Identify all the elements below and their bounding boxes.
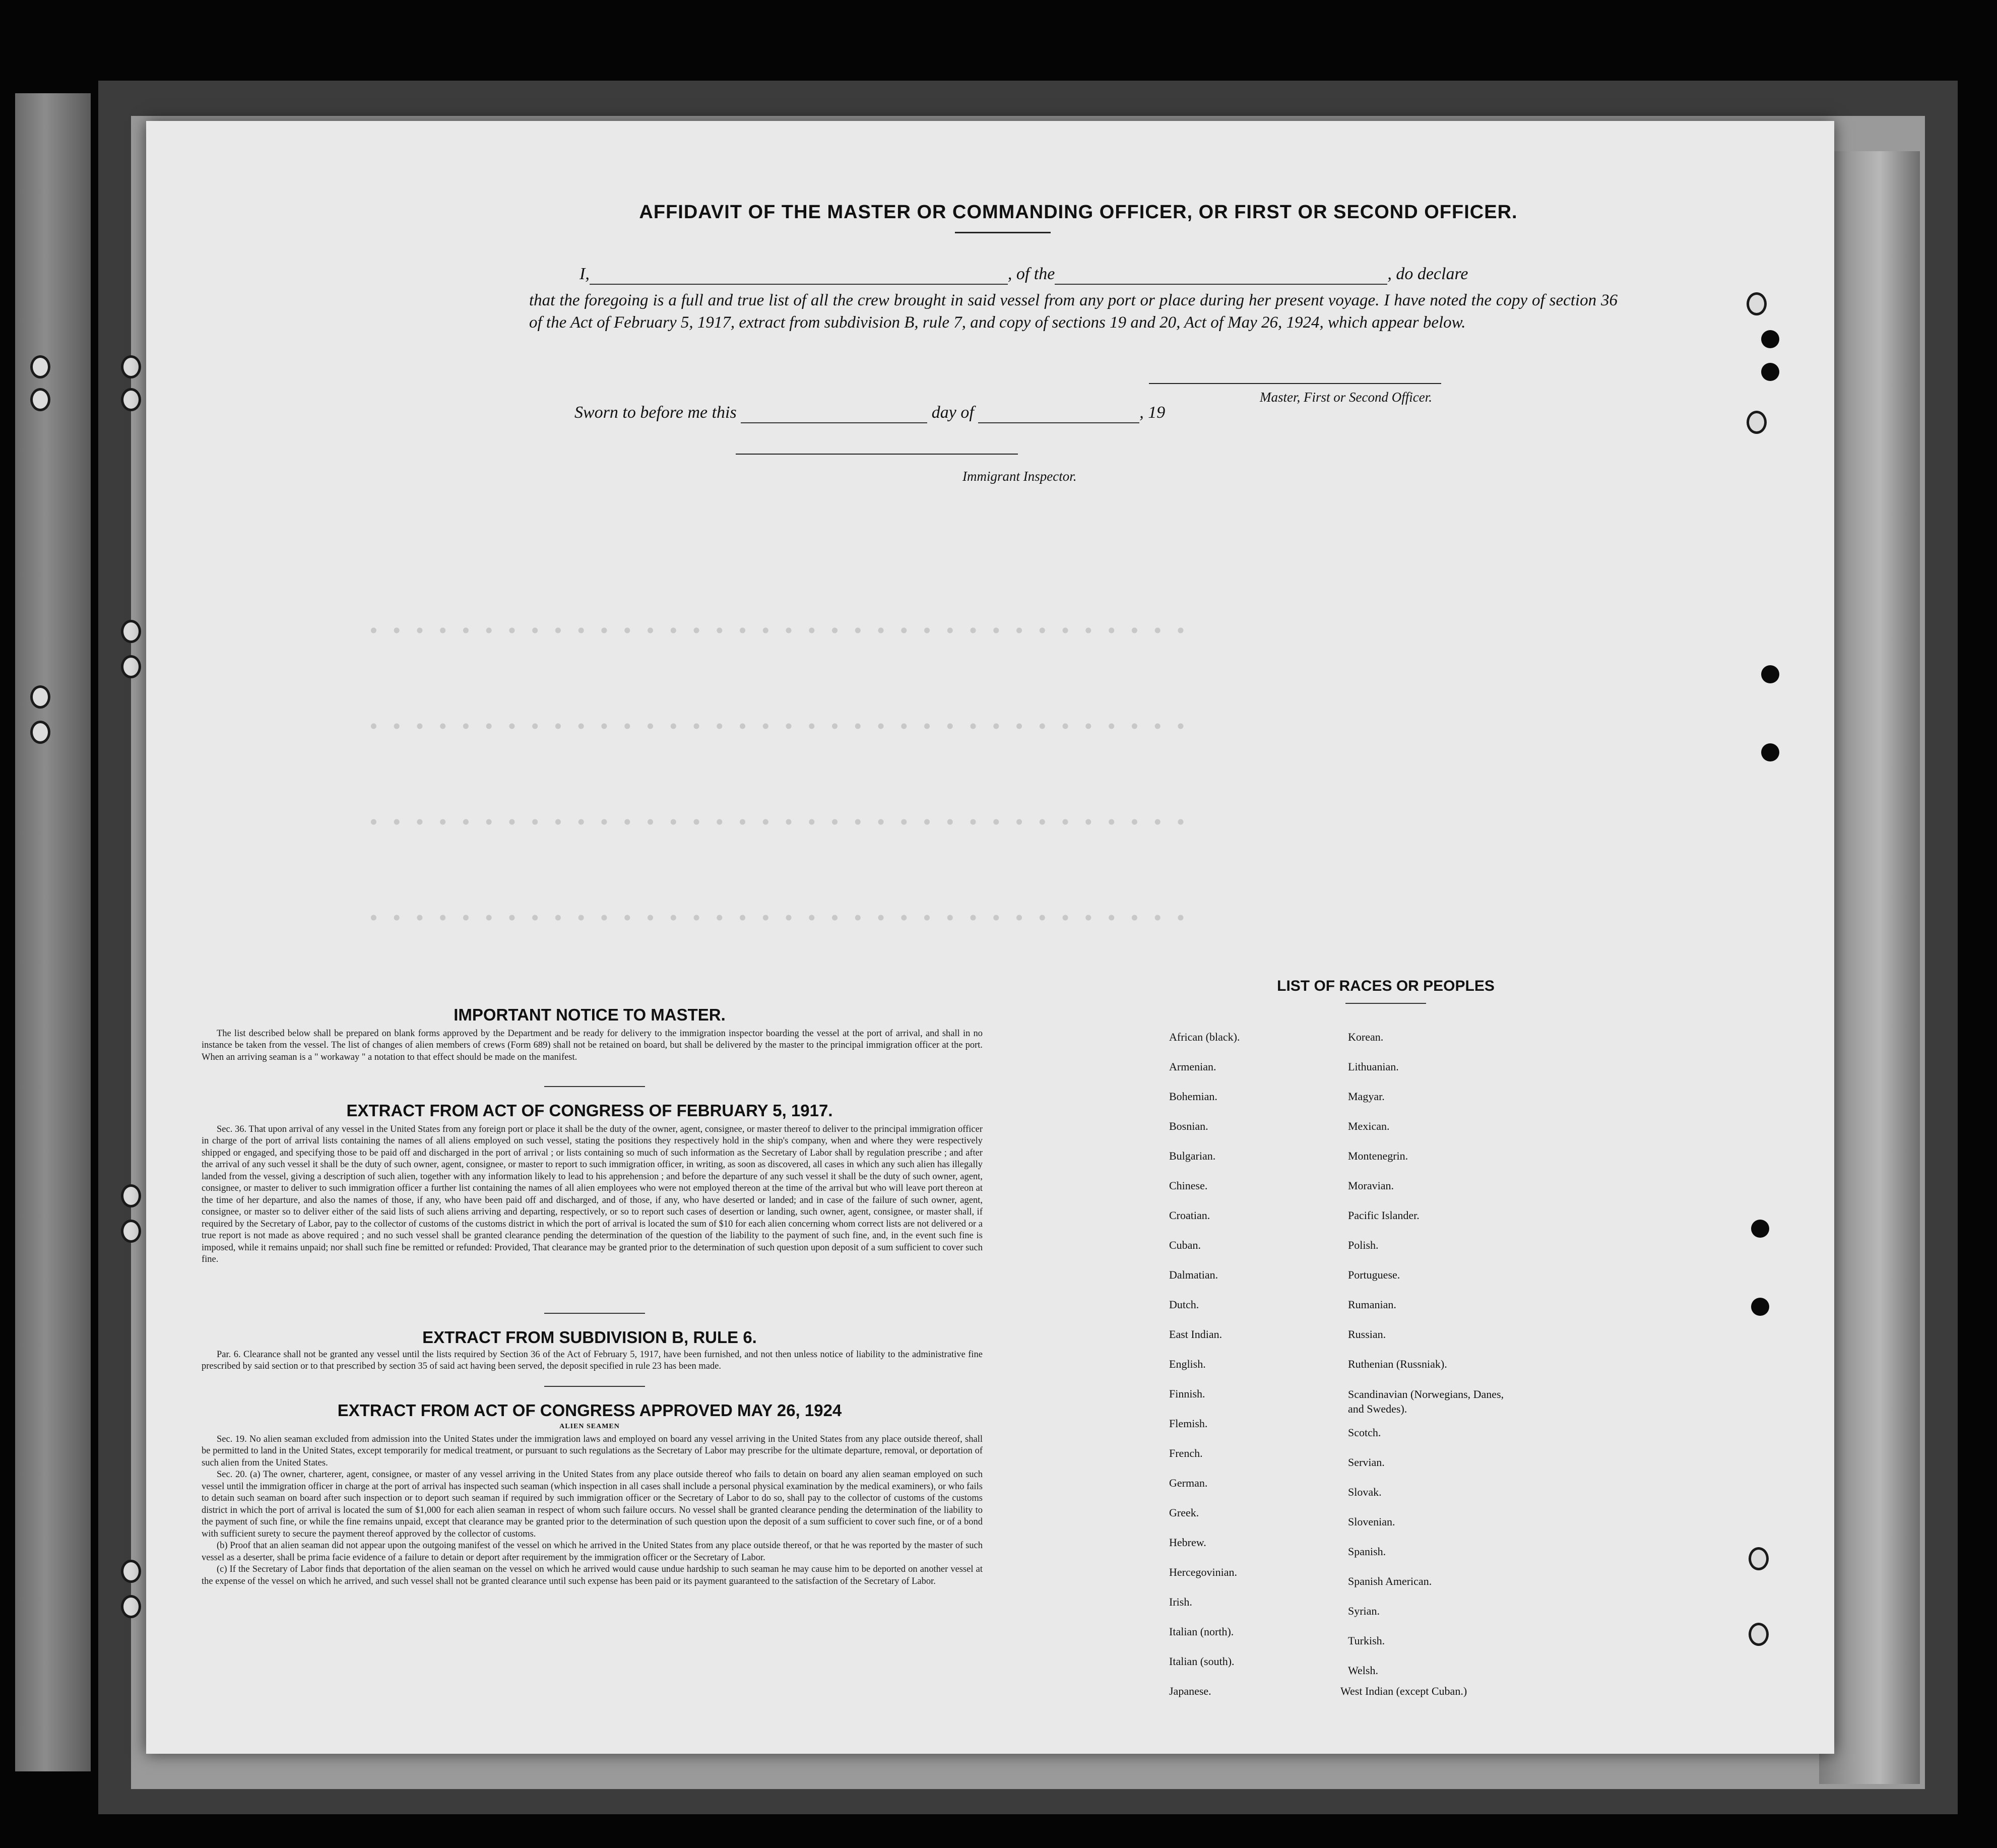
binder-hole bbox=[121, 388, 141, 411]
section-divider bbox=[544, 1386, 645, 1387]
race-item: Portuguese. bbox=[1348, 1268, 1400, 1281]
race-item: African (black). bbox=[1169, 1031, 1240, 1043]
race-item: Italian (north). bbox=[1169, 1625, 1234, 1638]
race-item: Cuban. bbox=[1169, 1239, 1201, 1251]
binder-hole bbox=[30, 388, 50, 411]
race-item: Turkish. bbox=[1348, 1634, 1385, 1647]
race-item: Welsh. bbox=[1348, 1664, 1378, 1677]
race-item: German. bbox=[1169, 1477, 1208, 1489]
vessel-name-field[interactable] bbox=[1055, 265, 1387, 285]
race-item: English. bbox=[1169, 1358, 1206, 1370]
punch-hole bbox=[1761, 743, 1779, 761]
of-the-label: , of the bbox=[1007, 265, 1055, 283]
race-item: Irish. bbox=[1169, 1596, 1192, 1608]
race-item: Japanese. bbox=[1169, 1685, 1211, 1697]
race-item: Chinese. bbox=[1169, 1179, 1208, 1192]
declaration-line bbox=[579, 265, 1468, 285]
race-item: Syrian. bbox=[1348, 1605, 1380, 1617]
race-item: West Indian (except Cuban.) bbox=[1340, 1685, 1467, 1697]
section-divider bbox=[544, 1086, 645, 1087]
binder-hole bbox=[121, 1595, 141, 1618]
bleed-through-text: • • • • • • • • • • • • • • • • • • • • • • • • • • • • • • • • • • • • bbox=[368, 907, 1187, 929]
race-item: Servian. bbox=[1348, 1456, 1385, 1469]
declarant-name-field[interactable] bbox=[590, 265, 1008, 285]
race-item: Spanish American. bbox=[1348, 1575, 1432, 1587]
inspector-signature-line[interactable] bbox=[736, 454, 1018, 455]
punch-hole bbox=[1751, 1298, 1769, 1316]
extract-1917-text: Sec. 36. That upon arrival of any vessel in the United States from any foreign port or place it shall be the duty of the owner, agent, consignee, or master thereof to deliver to the principal immigration officer in charge of the port of arrival lists containing the names of all aliens employed on such vessel, stating the positions they respectively hold in the ship's company, when and where they were respectively shipped or engaged, and specifying those to be paid off and discharged in the port of arrival ; or lists containing so much of such information as the Secretary of Labor shall by regulation prescribe ; and after the arrival of any such vessel it shall be the duty of such owner, agent, consignee, or master to report to such immigration officer, in writing, as soon as discovered, all cases in which any such alien has illegally landed from the vessel, giving a description of such alien, together with any information likely to lead to his apprehension ; and before the departure of any such vessel it shall be the duty of such owner, agent, consignee, or master to deliver to such immigration officer a further list containing the names of all alien employees who were not employed thereon at the time of the arrival but who will leave port thereon at the time of her departure, and also the names of those, if any, who have been paid off and discharged, and of those, if any, who have deserted or landed; and in case of the failure of such owner, agent, consignee, or master so to deliver either of the said lists of such aliens arriving and departing, respectively, or so to report such cases of desertion or landing, such owner, agent, consignee, or master shall, if required by the Secretary of Labor, pay to the collector of customs of the customs district in which the port of arrival is located the sum of $10 for each alien concerning whom correct lists are not delivered or a true report is not made as above required ; and no such vessel shall be granted clearance pending the determination of the question of the liability to the payment of such fine, and, in the event such fine is imposed, while it remains unpaid; nor shall such fine be remitted or refunded: Provided, That clearance may be granted prior to the determination of such question upon deposit of a sum sufficient to cover such fine. bbox=[202, 1124, 983, 1265]
pronoun-label: I, bbox=[579, 265, 590, 283]
race-item: Dutch. bbox=[1169, 1298, 1199, 1311]
punch-hole bbox=[1761, 363, 1779, 381]
binder-hole bbox=[121, 1220, 141, 1243]
race-item: Korean. bbox=[1348, 1031, 1384, 1043]
extract-1924-text bbox=[202, 1434, 983, 1587]
binder-hole bbox=[1749, 1623, 1769, 1646]
race-item: French. bbox=[1169, 1447, 1203, 1459]
section-divider bbox=[544, 1313, 645, 1314]
form-page bbox=[146, 121, 1834, 1754]
race-item: Hercegovinian. bbox=[1169, 1566, 1237, 1578]
race-item: Italian (south). bbox=[1169, 1655, 1235, 1668]
race-item: Mexican. bbox=[1348, 1120, 1390, 1132]
year-label: , 19 bbox=[1139, 403, 1166, 422]
master-signature-line[interactable] bbox=[1149, 383, 1441, 384]
bleed-through-text: • • • • • • • • • • • • • • • • • • • • • • • • • • • • • • • • • • • • bbox=[368, 620, 1187, 642]
extract-1924-subtitle: ALIEN SEAMEN bbox=[559, 1423, 620, 1430]
title-rule bbox=[955, 232, 1051, 233]
section-19-text: Sec. 19. No alien seaman excluded from admission into the United States under the immigration laws and employed on board any vessel arriving in the United States from any place outside thereof, shall be permitted to land in the United States, except temporarily for medical treatment, or pursuant to such regulations as the Secretary of Labor may prescribe for the ultimate departure, removal, or deportation of such alien from the United States. bbox=[202, 1434, 983, 1468]
race-item: Croatian. bbox=[1169, 1209, 1210, 1222]
race-item: Flemish. bbox=[1169, 1417, 1208, 1430]
binder-hole bbox=[1747, 292, 1767, 315]
bleed-through-text: • • • • • • • • • • • • • • • • • • • • • • • • • • • • • • • • • • • • bbox=[368, 811, 1187, 834]
races-title: LIST OF RACES OR PEOPLES bbox=[1277, 978, 1495, 994]
race-item: Greek. bbox=[1169, 1506, 1199, 1519]
master-caption: Master, First or Second Officer. bbox=[1260, 390, 1432, 405]
race-item: Russian. bbox=[1348, 1328, 1386, 1341]
race-item: Ruthenian (Russniak). bbox=[1348, 1358, 1447, 1370]
race-item: Slovak. bbox=[1348, 1486, 1382, 1498]
affidavit-body: that the foregoing is a full and true list of all the crew brought in said vessel from any port or place during her present voyage. I have noted the copy of section 36 of the Act of February 5, 1917, extract from subdivision B, rule 7, and copy of sections 19 and 20, Act of May 26, 1924, which appear below. bbox=[529, 291, 1618, 332]
notice-title: IMPORTANT NOTICE TO MASTER. bbox=[454, 1005, 726, 1024]
race-item: Bosnian. bbox=[1169, 1120, 1208, 1132]
race-item: Rumanian. bbox=[1348, 1298, 1396, 1311]
section-20a-text: Sec. 20. (a) The owner, charterer, agent, consignee, or master of any vessel arriving in the United States from any place outside thereof who fails to detain on board any alien seaman employed on such vessel until the immigration officer in charge at the port of arrival has inspected such seaman (which inspection in all cases shall include a personal physical examination by the medical examiners), or who fails to detain such seaman on board after such inspection or to deport such seaman if required by such immigration officer or the Secretary of Labor to do so, shall pay to the collector of customs of the customs district in which the port of arrival is located the sum of $1,000 for each alien seaman in respect of whom such failure occurs. No vessel shall be granted clearance pending the determination of the liability to the payment of such fine, or while the fine remains unpaid, except that clearance may be granted prior to the determination of such question upon the deposit of a sum sufficient to cover such fine, or of a bond with sufficient surety to secure the payment thereof approved by the collector of customs. bbox=[202, 1470, 983, 1539]
rule-6-text: Par. 6. Clearance shall not be granted any vessel until the lists required by Section 36 of the Act of February 5, 1917, have been furnished, and not then unless notice of liability to the administrative fine prescribed by said section or to that prescribed by section 35 of said act having been served, the deposit specified in rule 23 has been made. bbox=[202, 1350, 983, 1372]
bleed-through-text: • • • • • • • • • • • • • • • • • • • • • • • • • • • • • • • • • • • • bbox=[368, 716, 1187, 738]
race-item: Polish. bbox=[1348, 1239, 1379, 1251]
race-item: Lithuanian. bbox=[1348, 1060, 1399, 1073]
punch-hole bbox=[1751, 1220, 1769, 1238]
binder-hole bbox=[121, 620, 141, 643]
sworn-month-field[interactable] bbox=[978, 403, 1139, 423]
affidavit-title: AFFIDAVIT OF THE MASTER OR COMMANDING OFFICER, OR FIRST OR SECOND OFFICER. bbox=[639, 202, 1518, 223]
race-item: Magyar. bbox=[1348, 1090, 1385, 1103]
section-20b-text: (b) Proof that an alien seaman did not appear upon the outgoing manifest of the vessel on which he arrived in the United States from any place outside thereof, or that he was reported by the master of such vessel as a deserter, shall be prima facie evidence of a failure to detain or deport after requirement by the immigration officer or the Secretary of Labor. bbox=[202, 1541, 983, 1563]
binder-hole bbox=[1747, 411, 1767, 434]
inspector-caption: Immigrant Inspector. bbox=[962, 469, 1077, 484]
race-item: Montenegrin. bbox=[1348, 1150, 1408, 1162]
race-item: Pacific Islander. bbox=[1348, 1209, 1420, 1222]
binder-hole bbox=[30, 721, 50, 744]
race-item: Moravian. bbox=[1348, 1179, 1394, 1192]
extract-1924-title: EXTRACT FROM ACT OF CONGRESS APPROVED MAY 26, 1924 bbox=[337, 1401, 842, 1420]
rule-6-title: EXTRACT FROM SUBDIVISION B, RULE 6. bbox=[422, 1328, 757, 1347]
race-item: Scandinavian (Norwegians, Danes, and Swedes). bbox=[1348, 1388, 1504, 1415]
race-item: Finnish. bbox=[1169, 1387, 1205, 1400]
binder-hole bbox=[121, 1184, 141, 1207]
extract-1917-title: EXTRACT FROM ACT OF CONGRESS OF FEBRUARY 5, 1917. bbox=[346, 1101, 833, 1120]
races-rule bbox=[1345, 1003, 1426, 1004]
day-of-label: day of bbox=[931, 403, 974, 422]
binder-hole bbox=[121, 655, 141, 678]
underlying-page-edge bbox=[1819, 151, 1920, 1784]
punch-hole bbox=[1761, 665, 1779, 683]
race-item: Slovenian. bbox=[1348, 1515, 1395, 1528]
race-item: Dalmatian. bbox=[1169, 1268, 1218, 1281]
binder-hole bbox=[30, 685, 50, 709]
race-item: Bulgarian. bbox=[1169, 1150, 1216, 1162]
race-item: Scotch. bbox=[1348, 1426, 1381, 1439]
race-item: Bohemian. bbox=[1169, 1090, 1217, 1103]
race-item: East Indian. bbox=[1169, 1328, 1222, 1341]
sworn-line bbox=[574, 403, 1165, 423]
binder-hole bbox=[121, 1560, 141, 1583]
declare-label: , do declare bbox=[1387, 265, 1468, 283]
binder-hole bbox=[1749, 1547, 1769, 1570]
punch-hole bbox=[1761, 330, 1779, 348]
race-item: Hebrew. bbox=[1169, 1536, 1206, 1549]
race-item: Armenian. bbox=[1169, 1060, 1216, 1073]
sworn-day-field[interactable] bbox=[741, 403, 927, 423]
race-item: Spanish. bbox=[1348, 1545, 1386, 1558]
binder-left-edge bbox=[15, 93, 91, 1771]
sworn-label: Sworn to before me this bbox=[574, 403, 737, 422]
binder-hole bbox=[121, 355, 141, 378]
notice-text: The list described below shall be prepared on blank forms approved by the Department and be ready for delivery to the immigration inspector boarding the vessel at the port of arrival, and shall in no instance be taken from the vessel. The list of changes of alien members of crews (Form 689) shall not be retained on board, but shall be delivered by the master to the principal immigration officer at the port. When an arriving seaman is a " workaway " a notation to that effect should be made on the manifest. bbox=[202, 1029, 983, 1062]
section-20c-text: (c) If the Secretary of Labor finds that deportation of the alien seaman on the vessel on which he arrived would cause undue hardship to such seaman he may cause him to be deported on another vessel at the expense of the vessel on which he arrived, and such vessel shall not be granted clearance until such expense has been paid or its payment guaranteed to the satisfaction of the Secretary of Labor. bbox=[202, 1564, 983, 1586]
binder-hole bbox=[30, 355, 50, 378]
